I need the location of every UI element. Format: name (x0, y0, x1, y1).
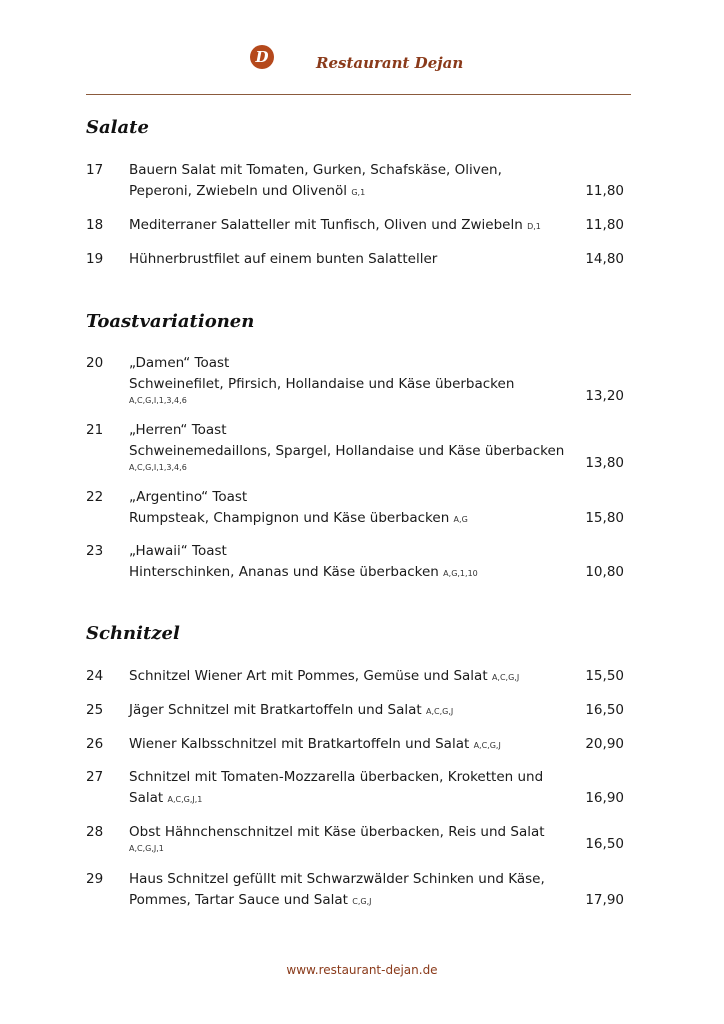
allergen-codes: A,G (453, 515, 468, 524)
brand-name: Restaurant Dejan (316, 54, 464, 72)
menu-item (86, 734, 626, 755)
item-line-1: „Damen“ Toast (129, 355, 230, 371)
allergen-codes: G,1 (351, 188, 366, 197)
item-description: Mediterraner Salatteller mit Tunfisch, Oliven und Zwiebeln D,1 (129, 217, 541, 233)
item-number: 23 (86, 543, 104, 559)
menu-item (86, 767, 626, 809)
item-description (129, 420, 564, 474)
item-price: 10,80 (585, 564, 624, 580)
menu-item (86, 353, 626, 407)
item-line-2: Schweinemedaillons, Spargel, Hollandaise und Käse überbacken (129, 443, 565, 459)
item-price: 16,50 (585, 836, 624, 852)
item-line-2: Schweinefilet, Pfirsich, Hollandaise und Käse überbacken (129, 376, 515, 392)
item-line-1: „Herren“ Toast (129, 422, 227, 438)
item-price: 16,90 (585, 790, 624, 806)
allergen-codes: A,C,G,J,1 (167, 795, 203, 804)
item-number: 20 (86, 355, 104, 371)
item-description (129, 541, 478, 584)
item-price: 13,20 (585, 388, 624, 404)
item-number: 24 (86, 668, 104, 684)
item-number: 18 (86, 217, 104, 233)
item-line-2: Salat A,C,G,J,1 (129, 790, 203, 806)
menu-item (86, 420, 626, 474)
item-price: 15,80 (585, 510, 624, 526)
item-number: 22 (86, 489, 104, 505)
header (0, 40, 724, 80)
menu-item (86, 215, 626, 236)
footer-website[interactable]: www.restaurant-dejan.de (286, 963, 438, 977)
menu-item (86, 869, 626, 911)
item-number: 26 (86, 736, 104, 752)
allergen-codes: A,C,G,I,1,3,4,6 (129, 396, 187, 405)
item-number: 28 (86, 824, 104, 840)
item-price: 11,80 (585, 217, 624, 233)
allergen-codes: A,C,G,J (426, 707, 454, 716)
item-line-2: Peperoni, Zwiebeln und Olivenöl G,1 (129, 183, 366, 199)
item-description: Jäger Schnitzel mit Bratkartoffeln und Salat A,C,G,J (129, 702, 454, 718)
menu-item (86, 249, 626, 270)
item-line-1: Schnitzel mit Tomaten-Mozzarella überbacken, Kroketten und (129, 769, 544, 785)
allergen-codes: A,C,G,J (473, 741, 501, 750)
item-description (129, 487, 468, 530)
item-description: Wiener Kalbsschnitzel mit Bratkartoffeln und Salat A,C,G,J (129, 736, 501, 752)
item-price: 11,80 (585, 183, 624, 199)
item-number: 29 (86, 871, 104, 887)
item-line-1: Haus Schnitzel gefüllt mit Schwarzwälder Schinken und Käse, (129, 871, 545, 887)
item-description (129, 160, 502, 203)
allergen-codes: C,G,J (352, 897, 372, 906)
item-number: 25 (86, 702, 104, 718)
item-description (129, 767, 543, 810)
allergen-codes: A,C,G,J,1 (129, 844, 164, 853)
menu-item (86, 487, 626, 529)
item-description: Hühnerbrustfilet auf einem bunten Salatteller (129, 251, 438, 267)
item-price: 15,50 (585, 668, 624, 684)
item-price: 14,80 (585, 251, 624, 267)
menu-item (86, 700, 626, 721)
item-line-1: Obst Hähnchenschnitzel mit Käse überbacken, Reis und Salat (129, 824, 545, 840)
item-description (129, 822, 545, 855)
section-title-schnitzel: Schnitzel (86, 623, 180, 644)
item-number: 27 (86, 769, 104, 785)
item-line-2: Pommes, Tartar Sauce und Salat C,G,J (129, 892, 372, 908)
menu-item (86, 666, 626, 687)
allergen-codes: A,C,G,I,1,3,4,6 (129, 463, 187, 472)
item-number: 19 (86, 251, 104, 267)
menu-item (86, 822, 626, 855)
item-price: 13,80 (585, 455, 624, 471)
item-description (129, 869, 545, 912)
item-price: 20,90 (585, 736, 624, 752)
item-description: Schnitzel Wiener Art mit Pommes, Gemüse und Salat A,C,G,J (129, 668, 520, 684)
allergen-codes: D,1 (527, 222, 541, 231)
item-description (129, 353, 514, 407)
menu-item (86, 160, 626, 202)
item-number: 21 (86, 422, 104, 438)
section-title-toastvariationen: Toastvariationen (86, 311, 255, 332)
item-line-1: „Argentino“ Toast (129, 489, 248, 505)
item-line-2: Rumpsteak, Champignon und Käse überbacken A,G (129, 510, 468, 526)
item-line-1: Bauern Salat mit Tomaten, Gurken, Schafskäse, Oliven, (129, 162, 502, 178)
section-title-salate: Salate (86, 117, 149, 138)
logo-icon: D (250, 45, 274, 69)
item-price: 16,50 (585, 702, 624, 718)
item-line-1: „Hawaii“ Toast (129, 543, 227, 559)
item-price: 17,90 (585, 892, 624, 908)
item-number: 17 (86, 162, 104, 178)
header-divider (86, 94, 631, 95)
allergen-codes: A,C,G,J (491, 673, 520, 682)
item-line-2: Hinterschinken, Ananas und Käse überbacken A,G,1,10 (129, 564, 478, 580)
allergen-codes: A,G,1,10 (443, 569, 478, 578)
menu-item (86, 541, 626, 583)
